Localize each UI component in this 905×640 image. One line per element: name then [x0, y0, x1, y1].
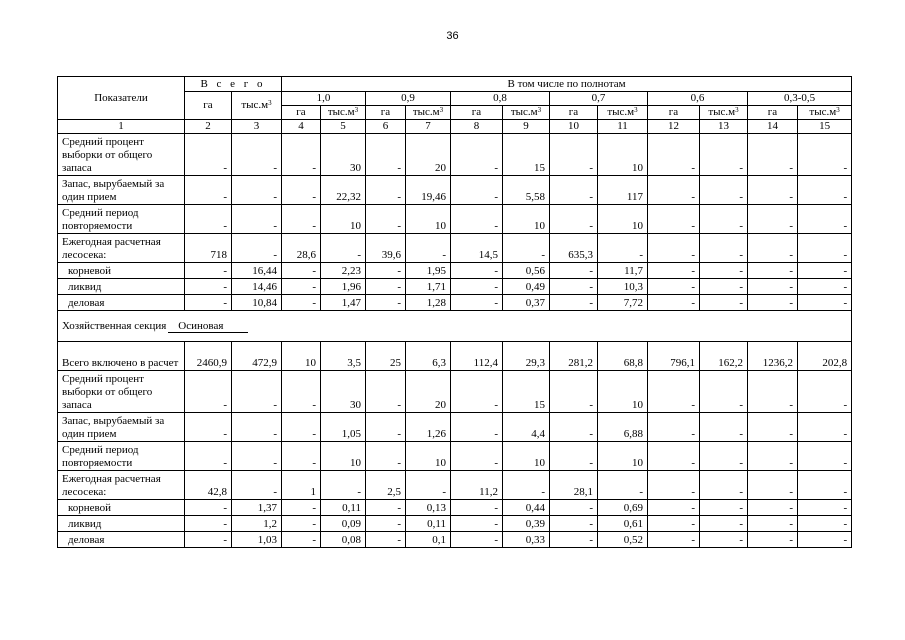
table-cell: - [700, 263, 748, 279]
table-cell: - [282, 263, 321, 279]
row-label: Средний период повторяемости [58, 205, 185, 234]
table-cell: - [366, 413, 406, 442]
table-cell: - [748, 371, 798, 413]
table-cell: 30 [321, 134, 366, 176]
table-cell: 42,8 [185, 471, 232, 500]
table-cell: - [185, 413, 232, 442]
table-cell: 6,88 [598, 413, 648, 442]
table-cell: 10 [282, 342, 321, 371]
table-cell: - [648, 176, 700, 205]
section-title [58, 311, 852, 342]
table-cell: - [648, 413, 700, 442]
table-cell: - [232, 371, 282, 413]
table-cell: 1,05 [321, 413, 366, 442]
table-cell: - [451, 134, 503, 176]
table-row [58, 500, 852, 516]
table-row [58, 279, 852, 295]
table-cell: - [748, 263, 798, 279]
table-cell: - [798, 413, 852, 442]
table-cell: 2460,9 [185, 342, 232, 371]
table-cell: 0,08 [321, 532, 366, 548]
table-cell: 796,1 [648, 342, 700, 371]
table-cell: 718 [185, 234, 232, 263]
table-cell: 15 [503, 134, 550, 176]
header-unit-ha: га [282, 106, 321, 120]
table-cell: 0,69 [598, 500, 648, 516]
table-cell: 10 [598, 442, 648, 471]
table-row [58, 176, 852, 205]
table-cell: - [451, 263, 503, 279]
table-row [58, 205, 852, 234]
table-cell: - [232, 413, 282, 442]
table-cell: - [748, 176, 798, 205]
table-row [58, 442, 852, 471]
header-density-1: 1,0 [282, 92, 366, 106]
row-label: корневой [58, 500, 185, 516]
table-cell: 15 [503, 371, 550, 413]
column-number: 13 [700, 120, 748, 134]
column-number: 6 [366, 120, 406, 134]
table-cell: 0,52 [598, 532, 648, 548]
table-cell: - [550, 413, 598, 442]
table-cell: 6,3 [406, 342, 451, 371]
page-number: 36 [446, 30, 459, 42]
section-name: Осиновая [168, 320, 248, 333]
table-cell: - [748, 532, 798, 548]
table-cell: - [748, 295, 798, 311]
column-number: 10 [550, 120, 598, 134]
table-cell: - [700, 234, 748, 263]
table-cell: - [550, 279, 598, 295]
table-cell: 25 [366, 342, 406, 371]
table-cell: 1236,2 [748, 342, 798, 371]
table-cell: 7,72 [598, 295, 648, 311]
table-row [58, 371, 852, 413]
table-cell: 112,4 [451, 342, 503, 371]
table-row [58, 342, 852, 371]
table-cell: 0,61 [598, 516, 648, 532]
table-cell: 22,32 [321, 176, 366, 205]
table-cell: - [185, 516, 232, 532]
header-unit-ha: га [366, 106, 406, 120]
table-cell: 1,03 [232, 532, 282, 548]
table-cell: 162,2 [700, 342, 748, 371]
table-cell: - [700, 371, 748, 413]
table-cell: - [648, 516, 700, 532]
section-row [58, 311, 852, 342]
table-cell: - [185, 442, 232, 471]
table-cell: - [798, 471, 852, 500]
table-cell: 472,9 [232, 342, 282, 371]
header-density-6: 0,3-0,5 [748, 92, 852, 106]
table-cell: - [185, 295, 232, 311]
table-cell: - [451, 413, 503, 442]
header-density-5: 0,6 [648, 92, 748, 106]
row-label: Запас, вырубаемый за один прием [58, 413, 185, 442]
table-cell: 4,4 [503, 413, 550, 442]
table-cell: 3,5 [321, 342, 366, 371]
table-cell: - [700, 532, 748, 548]
table-cell: - [700, 295, 748, 311]
table-cell: 10 [598, 371, 648, 413]
table-cell: - [748, 413, 798, 442]
header-total-vol: $тыс.м^3$ [232, 92, 282, 120]
table-cell: - [700, 279, 748, 295]
table-cell: - [232, 205, 282, 234]
table-cell: - [282, 516, 321, 532]
table-cell: - [798, 234, 852, 263]
table-cell: - [282, 205, 321, 234]
table-cell: - [798, 263, 852, 279]
header-unit-ha: га [451, 106, 503, 120]
table-cell: - [798, 500, 852, 516]
table-cell: - [748, 442, 798, 471]
table-cell: 0,56 [503, 263, 550, 279]
table-cell: - [648, 205, 700, 234]
table-cell: 0,44 [503, 500, 550, 516]
table-cell: - [282, 442, 321, 471]
table-cell: - [366, 532, 406, 548]
row-label: Средний период повторяемости [58, 442, 185, 471]
table-cell: - [798, 516, 852, 532]
table-cell: - [648, 500, 700, 516]
row-label: деловая [58, 532, 185, 548]
table-cell: - [282, 413, 321, 442]
header-unit-vol: $тыс.м^3$ [503, 106, 550, 120]
table-cell: 10,3 [598, 279, 648, 295]
header-unit-ha: га [748, 106, 798, 120]
table-cell: 0,11 [321, 500, 366, 516]
table-cell: 1,37 [232, 500, 282, 516]
table-cell: 28,1 [550, 471, 598, 500]
header-column-numbers-row [58, 120, 852, 134]
table-cell: - [648, 295, 700, 311]
header-density-3: 0,8 [451, 92, 550, 106]
column-number: 14 [748, 120, 798, 134]
table-cell: - [748, 471, 798, 500]
table-cell: 1 [282, 471, 321, 500]
table-cell: 1,28 [406, 295, 451, 311]
table-cell: 30 [321, 371, 366, 413]
table-cell: 39,6 [366, 234, 406, 263]
table-cell: - [503, 471, 550, 500]
table-cell: - [648, 471, 700, 500]
row-label: Средний процент выборки от общего запаса [58, 371, 185, 413]
table-cell: - [550, 516, 598, 532]
table-cell: - [282, 295, 321, 311]
table-cell: - [406, 471, 451, 500]
table-cell: 10 [406, 205, 451, 234]
table-cell: - [748, 134, 798, 176]
table-cell: - [748, 279, 798, 295]
table-cell: 10,84 [232, 295, 282, 311]
table-cell: - [282, 500, 321, 516]
table-cell: - [550, 263, 598, 279]
table-cell: - [366, 279, 406, 295]
row-label: Ежегодная расчетная лесосека: [58, 471, 185, 500]
table-cell: - [550, 371, 598, 413]
table-cell: - [451, 371, 503, 413]
table-cell: - [798, 532, 852, 548]
table-cell: - [798, 205, 852, 234]
table-cell: - [232, 176, 282, 205]
section-prefix: Хозяйственная секция [62, 319, 167, 332]
table-cell: 117 [598, 176, 648, 205]
table-cell: - [406, 234, 451, 263]
header-unit-vol: $тыс.м^3$ [598, 106, 648, 120]
table-cell: - [550, 500, 598, 516]
table-cell: - [185, 176, 232, 205]
table-cell: 14,5 [451, 234, 503, 263]
table-cell: - [366, 500, 406, 516]
table-cell: - [748, 516, 798, 532]
table-cell: - [748, 234, 798, 263]
table-cell: 16,44 [232, 263, 282, 279]
table-cell: - [748, 205, 798, 234]
table-cell: - [798, 295, 852, 311]
table-cell: - [366, 176, 406, 205]
table-cell: 29,3 [503, 342, 550, 371]
table-cell: - [366, 295, 406, 311]
table-cell: - [232, 234, 282, 263]
table-cell: - [648, 263, 700, 279]
table-cell: - [700, 176, 748, 205]
table-cell: - [550, 176, 598, 205]
table-cell: - [185, 279, 232, 295]
table-cell: - [185, 134, 232, 176]
header-indicators: Показатели [58, 77, 185, 120]
row-label: Всего включено в расчет [58, 342, 185, 371]
table-cell: - [185, 263, 232, 279]
table-cell: 20 [406, 134, 451, 176]
table-cell: - [282, 134, 321, 176]
table-cell: - [451, 176, 503, 205]
table-cell: - [321, 234, 366, 263]
table-cell: - [748, 500, 798, 516]
table-cell: 2,23 [321, 263, 366, 279]
table-cell: 10 [503, 205, 550, 234]
table-cell: 635,3 [550, 234, 598, 263]
column-number: 2 [185, 120, 232, 134]
table-cell: - [451, 532, 503, 548]
table-cell: - [282, 176, 321, 205]
header-unit-ha: га [648, 106, 700, 120]
table-cell: - [232, 471, 282, 500]
table-cell: 0,39 [503, 516, 550, 532]
row-label: ликвид [58, 516, 185, 532]
table-cell: 68,8 [598, 342, 648, 371]
forest-cutting-table [57, 76, 852, 548]
table-cell: 0,33 [503, 532, 550, 548]
table-cell: - [798, 371, 852, 413]
column-number: 7 [406, 120, 451, 134]
table-cell: - [648, 442, 700, 471]
table-row [58, 263, 852, 279]
table-cell: - [185, 500, 232, 516]
header-unit-vol: $тыс.м^3$ [406, 106, 451, 120]
table-row [58, 134, 852, 176]
table-cell: - [648, 371, 700, 413]
table-cell: 14,46 [232, 279, 282, 295]
table-cell: - [550, 295, 598, 311]
table-cell: - [366, 263, 406, 279]
column-number: 12 [648, 120, 700, 134]
table-row [58, 234, 852, 263]
row-label: Ежегодная расчетная лесосека: [58, 234, 185, 263]
header-by-density: В том числе по полнотам [282, 77, 852, 92]
table-cell: - [366, 371, 406, 413]
table-cell: 1,95 [406, 263, 451, 279]
table-cell: - [451, 295, 503, 311]
table-cell: - [700, 500, 748, 516]
table-cell: - [451, 516, 503, 532]
row-label: Средний процент выборки от общего запаса [58, 134, 185, 176]
table-row [58, 295, 852, 311]
table-cell: 11,7 [598, 263, 648, 279]
column-number: 5 [321, 120, 366, 134]
table-cell: 10 [503, 442, 550, 471]
table-cell: 0,09 [321, 516, 366, 532]
row-label: ликвид [58, 279, 185, 295]
table-cell: 5,58 [503, 176, 550, 205]
header-total: В с е г о [185, 77, 282, 92]
table-cell: 1,2 [232, 516, 282, 532]
table-cell: 1,96 [321, 279, 366, 295]
column-number: 4 [282, 120, 321, 134]
row-label: деловая [58, 295, 185, 311]
table-cell: - [598, 471, 648, 500]
table-row [58, 413, 852, 442]
table-cell: - [366, 134, 406, 176]
table-cell: 0,11 [406, 516, 451, 532]
table-cell: 1,47 [321, 295, 366, 311]
table-cell: - [700, 471, 748, 500]
table-cell: - [798, 442, 852, 471]
table-cell: - [503, 234, 550, 263]
table-cell: - [598, 234, 648, 263]
table-cell: 19,46 [406, 176, 451, 205]
table-cell: - [700, 413, 748, 442]
table-cell: - [366, 205, 406, 234]
table-cell: 28,6 [282, 234, 321, 263]
table-cell: 10 [406, 442, 451, 471]
header-total-ha: га [185, 92, 232, 120]
table-cell: - [550, 532, 598, 548]
header-unit-vol: $тыс.м^3$ [700, 106, 748, 120]
table-cell: - [550, 134, 598, 176]
table-cell: 2,5 [366, 471, 406, 500]
table-cell: - [451, 205, 503, 234]
table-row [58, 471, 852, 500]
table-cell: - [232, 134, 282, 176]
table-cell: 10 [321, 205, 366, 234]
table-cell: - [451, 500, 503, 516]
column-number: 11 [598, 120, 648, 134]
table-cell: - [648, 134, 700, 176]
table-cell: - [232, 442, 282, 471]
header-unit-vol: $тыс.м^3$ [321, 106, 366, 120]
table-cell: 20 [406, 371, 451, 413]
header-unit-vol: $тыс.м^3$ [798, 106, 852, 120]
table-cell: 11,2 [451, 471, 503, 500]
table-cell: 1,71 [406, 279, 451, 295]
table-cell: - [550, 205, 598, 234]
column-number: 1 [58, 120, 185, 134]
table-cell: 202,8 [798, 342, 852, 371]
table-cell: - [648, 279, 700, 295]
table-row [58, 532, 852, 548]
table-cell: - [798, 176, 852, 205]
table-cell: 10 [598, 134, 648, 176]
table-cell: - [185, 205, 232, 234]
table-cell: - [648, 532, 700, 548]
table-cell: - [700, 516, 748, 532]
row-label: корневой [58, 263, 185, 279]
header-density-4: 0,7 [550, 92, 648, 106]
table-cell: 0,13 [406, 500, 451, 516]
table-cell: 0,37 [503, 295, 550, 311]
column-number: 15 [798, 120, 852, 134]
table-cell: - [798, 134, 852, 176]
table-cell: - [321, 471, 366, 500]
column-number: 9 [503, 120, 550, 134]
row-label: Запас, вырубаемый за один прием [58, 176, 185, 205]
table-cell: - [366, 516, 406, 532]
table-cell: - [700, 442, 748, 471]
table-row [58, 516, 852, 532]
table-cell: - [282, 279, 321, 295]
table-cell: 10 [598, 205, 648, 234]
table-cell: - [366, 442, 406, 471]
table-cell: - [185, 371, 232, 413]
table-cell: - [451, 442, 503, 471]
table-cell: 281,2 [550, 342, 598, 371]
column-number: 3 [232, 120, 282, 134]
table-cell: - [282, 371, 321, 413]
header-unit-ha: га [550, 106, 598, 120]
table-cell: - [648, 234, 700, 263]
header-density-2: 0,9 [366, 92, 451, 106]
table-cell: - [700, 134, 748, 176]
table-cell: 0,49 [503, 279, 550, 295]
column-number: 8 [451, 120, 503, 134]
table-cell: 0,1 [406, 532, 451, 548]
table-cell: - [185, 532, 232, 548]
table-cell: - [282, 532, 321, 548]
table-cell: 10 [321, 442, 366, 471]
table-cell: 1,26 [406, 413, 451, 442]
table-cell: - [798, 279, 852, 295]
table-cell: - [451, 279, 503, 295]
table-cell: - [550, 442, 598, 471]
table-cell: - [700, 205, 748, 234]
